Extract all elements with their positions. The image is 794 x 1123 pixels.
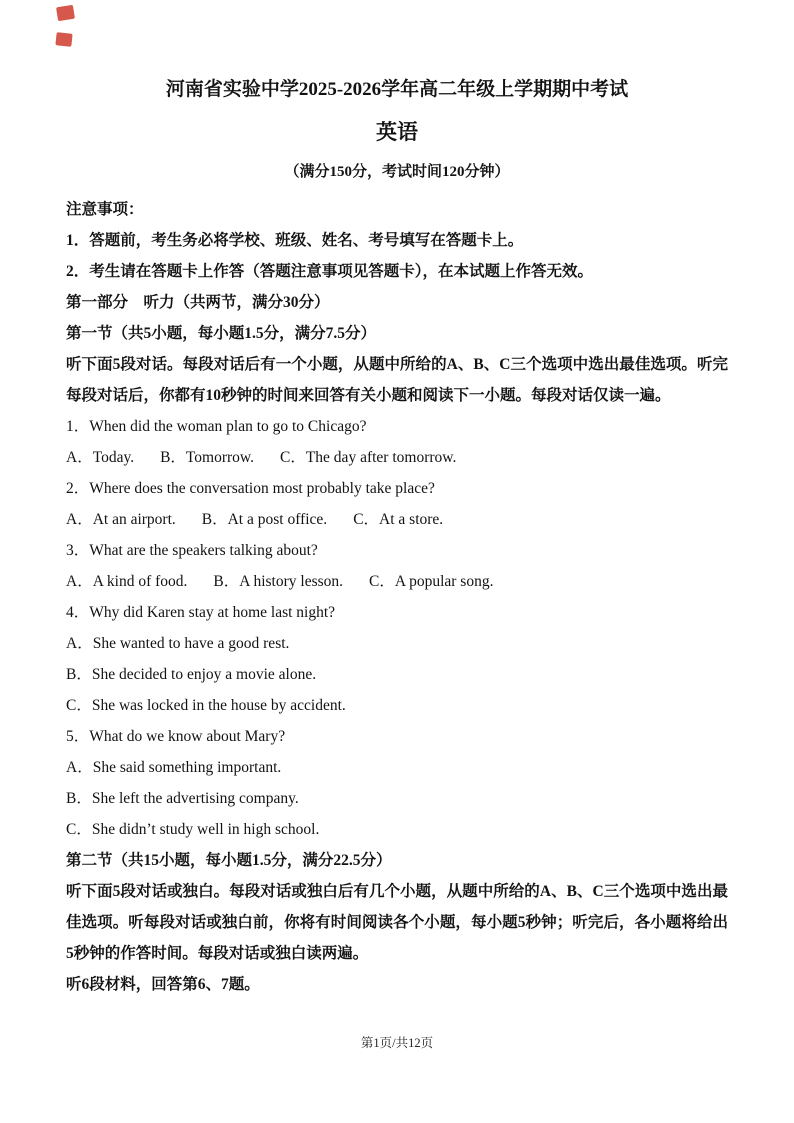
section2-instructions: 听下面5段对话或独白。每段对话或独白后有几个小题，从题中所给的A、B、C三个选项中选出最佳选项。听每段对话或独白前，你将有时间阅读各个小题，每小题5秒钟；听完后，各小题将给出5秒钟的作答时间。每段对话或独白读两遍。 [66,883,728,962]
question-5-stem: 5．What do we know about Mary? [66,728,286,745]
exam-title: 河南省实验中学2025-2026学年高二年级上学期期中考试 [165,79,629,100]
question-3-options [66,566,728,597]
question-1-stem: 1．When did the woman plan to go to Chicago? [66,418,367,435]
exam-score-time-info: （满分150分，考试时间120分钟） [284,164,510,180]
question-5-option-c: C．She didn’t study well in high school. [66,821,320,838]
question-5-option-a: A．She said something important. [66,759,282,776]
part1-heading: 第一部分 听力（共两节，满分30分） [66,294,330,311]
question-2-option-c: C．At a store. [353,511,444,528]
red-scribble-icon [55,32,72,47]
notice-item-1: 1．答题前，考生务必将学校、班级、姓名、考号填写在答题卡上。 [66,232,524,249]
question-5-option-b: B．She left the advertising company. [66,790,299,807]
question-2-options [66,504,728,535]
notice-item-2: 2．考生请在答题卡上作答（答题注意事项见答题卡），在本试题上作答无效。 [66,263,594,280]
question-3-option-a: A．A kind of food. [66,573,188,590]
red-scribble-icon [56,5,75,21]
question-4-option-a: A．She wanted to have a good rest. [66,635,290,652]
question-1-option-b: B．Tomorrow. [160,449,254,466]
exam-subject: 英语 [376,120,418,144]
question-1-options [66,442,728,473]
question-1-option-c: C．The day after tomorrow. [280,449,457,466]
question-2-option-b: B．At a post office. [201,511,328,528]
section1-heading: 第一节（共5小题，每小题1.5分，满分7.5分） [66,325,377,342]
page-number-footer: 第1页/共12页 [360,1036,434,1050]
question-3-stem: 3．What are the speakers talking about? [66,542,318,559]
section2-heading: 第二节（共15小题，每小题1.5分，满分22.5分） [66,852,392,869]
question-2-stem: 2．Where does the conversation most probably take place? [66,480,435,497]
notices-heading: 注意事项： [66,201,144,218]
question-4-option-b: B．She decided to enjoy a movie alone. [66,666,317,683]
question-4-stem: 4．Why did Karen stay at home last night? [66,604,336,621]
question-4-option-c: C．She was locked in the house by accident. [66,697,346,714]
material-6-7-prompt: 听6段材料，回答第6、7题。 [66,976,260,993]
question-2-option-a: A．At an airport. [66,511,176,528]
question-1-option-a: A．Today. [66,449,135,466]
question-3-option-c: C．A popular song. [369,573,494,590]
question-3-option-b: B．A history lesson. [213,573,344,590]
section1-instructions: 听下面5段对话。每段对话后有一个小题，从题中所给的A、B、C三个选项中选出最佳选项。听完每段对话后，你都有10秒钟的时间来回答有关小题和阅读下一小题。每段对话仅读一遍。 [66,356,728,404]
